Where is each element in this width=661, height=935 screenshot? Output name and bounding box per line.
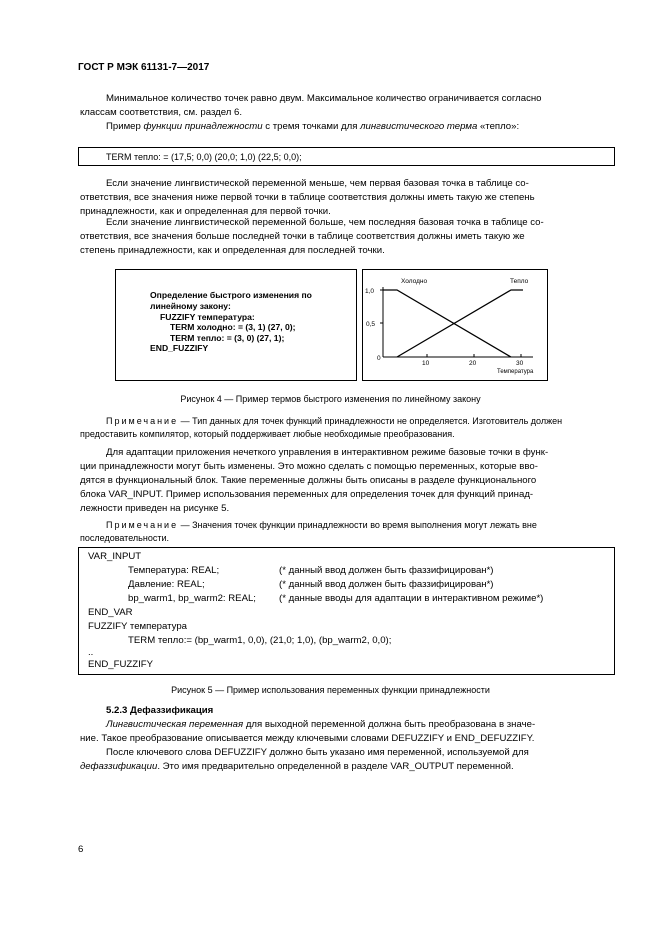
text-line: Минимальное количество точек равно двум. Максимальное количество ограничивается согласно (106, 93, 542, 104)
italic-term: Лингвистическая переменная (106, 719, 244, 730)
text-span: Пример (106, 121, 144, 132)
note-text: предоставить компилятор, который поддерживает любые необходимые преобразования. (80, 429, 455, 439)
italic-term: дефаззификации (80, 761, 158, 772)
text-line: Если значение лингвистической переменной меньше, чем первая базовая точка в таблице со- (106, 178, 529, 189)
figure4-code-line: TERM тепло: = (3, 0) (27, 1); (170, 333, 285, 343)
series-warm-line (397, 290, 523, 357)
document-header: ГОСТ Р МЭК 61131-7—2017 (78, 62, 210, 73)
code-line: bp_warm1, bp_warm2: REAL; (128, 593, 256, 604)
label-warm: Тепло (510, 278, 529, 285)
text-line: ответствия, все значения больше последней точки в таблице соответствия должны иметь такую же (80, 231, 525, 242)
text-line: ции принадлежности могут быть изменены. Это можно сделать с помощью переменных, которые вво- (80, 461, 538, 472)
text-line: ответствия, все значения ниже первой точки в таблице соответствия должны иметь такую же степень (80, 192, 535, 203)
example-code-box (78, 147, 615, 166)
series-cold-line (383, 290, 511, 357)
code-line: Температура: REAL; (128, 565, 220, 576)
text-span: для выходной переменной должна быть преобразована в значе- (243, 719, 536, 730)
text-line: принадлежности, как и определенная для первой точки. (80, 206, 331, 217)
code-line: END_VAR (88, 607, 133, 618)
y-tick-label: 0 (377, 355, 381, 362)
example-term-code: TERM тепло: = (17,5; 0,0) (20,0; 1,0) (22,5; 0,0); (106, 152, 302, 162)
figure4-code-box (115, 269, 357, 381)
section-heading: 5.2.3 Дефаззификация (106, 705, 214, 716)
x-tick-label: 30 (516, 360, 524, 367)
text-line: классам соответствия, см. раздел 6. (80, 107, 243, 118)
figure5-caption: Рисунок 5 — Пример использования переменных функции принадлежности (171, 685, 490, 695)
text-span: . Это имя предварительно определенной в разделе VAR_OUTPUT переменной. (157, 761, 514, 772)
note-text: последовательности. (80, 533, 169, 543)
figure4-code-line: Определение быстрого изменения по (150, 290, 312, 300)
italic-term: функции принадлежности (143, 121, 263, 132)
figure4-code-line: FUZZIFY температура: (160, 312, 255, 322)
text-line: дятся в функциональный блок. Такие переменные должны быть описаны в разделе функционального (80, 475, 537, 486)
note-text: — Тип данных для точек функций принадлежности не определяется. Изготовитель должен (178, 416, 563, 426)
text-line: лежности приведен на рисунке 5. (80, 503, 230, 514)
text-line: После ключевого слова DEFUZZIFY должно быть указано имя переменной, используемой для (106, 747, 529, 758)
paragraph-above-last-point (80, 216, 615, 258)
figure4-code-line: END_FUZZIFY (150, 343, 209, 353)
text-line: блока VAR_INPUT. Пример использования переменных для определения точек для функций принад- (80, 489, 534, 500)
code-comment: (* данные вводы для адаптации в интерактивном режиме*) (279, 593, 544, 604)
code-comment: (* данный ввод должен быть фаззифицирован*) (279, 565, 494, 576)
code-line: END_FUZZIFY (88, 659, 154, 670)
text-line: Если значение лингвистической переменной больше, чем последняя базовая точка в таблице со- (106, 217, 544, 228)
italic-term: лингвистического терма (360, 121, 478, 132)
y-tick-label: 1,0 (365, 288, 375, 295)
paragraph-min-points (80, 92, 615, 120)
x-axis-label: Температура (497, 369, 534, 375)
code-line: TERM тепло:= (bp_warm1, 0,0), (21,0; 1,0), (bp_warm2, 0,0); (128, 635, 392, 646)
label-cold: Холодно (401, 278, 428, 285)
x-tick-label: 10 (422, 360, 430, 367)
x-tick-label: 20 (469, 360, 477, 367)
code-line: Давление: REAL; (128, 579, 205, 590)
figure5-code-box (78, 547, 615, 675)
note-label: Примечание (106, 416, 179, 426)
text-line: степень принадлежности, как и определенная для последней точки. (80, 245, 385, 256)
paragraph-defuzzification-1 (80, 718, 615, 746)
text-line: Для адаптации приложения нечеткого управления в интерактивном режиме базовые точки в функ- (106, 447, 549, 458)
figure4-code-line: линейному закону: (150, 301, 231, 311)
note-data-type (80, 415, 615, 441)
paragraph-defuzzification-2 (80, 746, 615, 774)
text-span: с тремя точками для (262, 121, 361, 132)
note-text: — Значения точек функции принадлежности во время выполнения могут лежать вне (178, 520, 537, 530)
code-line: VAR_INPUT (88, 551, 142, 562)
figure4-chart-box (362, 269, 548, 381)
note-runtime-values (80, 519, 615, 545)
y-tick-label: 0,5 (366, 321, 376, 328)
paragraph-adaptation (80, 446, 615, 516)
text-line: ние. Такое преобразование описывается между ключевыми словами DEFUZZIFY и END_DEFUZZIFY. (80, 733, 535, 744)
figure4-code-line: TERM холодно: = (3, 1) (27, 0); (170, 322, 296, 332)
paragraph-below-first-point (80, 177, 615, 219)
text-span: «тепло»: (477, 121, 520, 132)
membership-chart (363, 270, 547, 380)
code-comment: (* данный ввод должен быть фаззифицирован*) (279, 579, 494, 590)
page-number: 6 (78, 844, 84, 855)
note-label: Примечание (106, 520, 179, 530)
figure4-caption: Рисунок 4 — Пример термов быстрого изменения по линейному закону (180, 394, 481, 404)
code-line: FUZZIFY температура (88, 621, 187, 632)
paragraph-example-intro (80, 120, 615, 134)
code-line: .. (88, 647, 94, 658)
